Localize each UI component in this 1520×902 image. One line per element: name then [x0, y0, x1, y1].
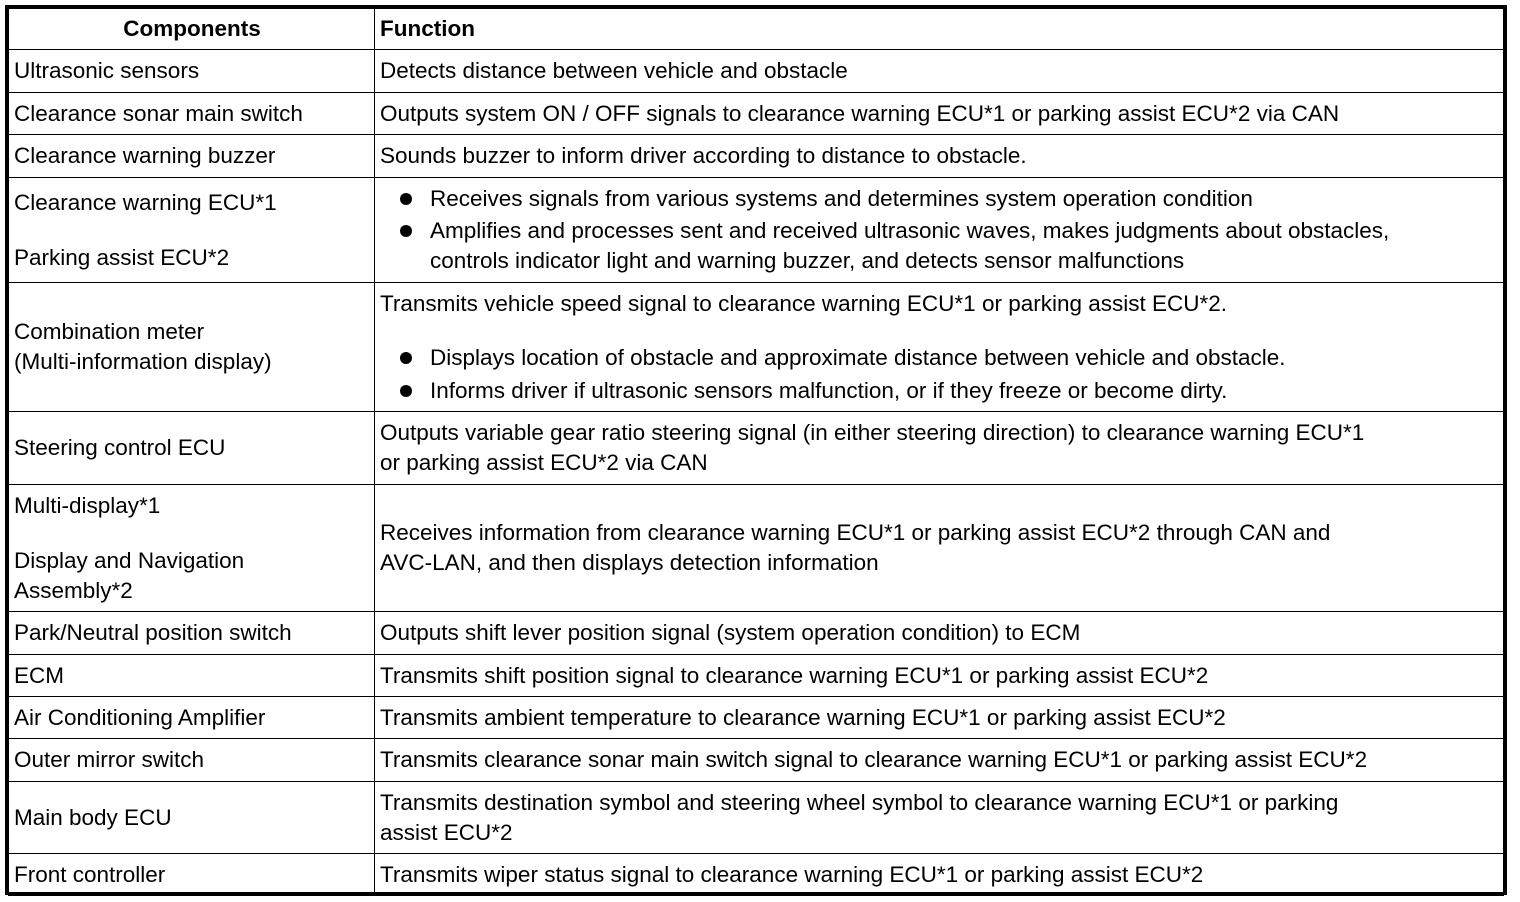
function-cell: [375, 93, 1504, 135]
table-header-row: [9, 9, 1504, 50]
component-cell: [9, 655, 375, 697]
component-cell: [9, 50, 375, 93]
component-cell: [9, 697, 375, 739]
function-bullet-item: [380, 376, 1499, 406]
function-text: Outputs variable gear ratio steering signal (in either steering direction) to clearance warning ECU*1: [380, 420, 1365, 445]
component-cell: [9, 135, 375, 178]
component-name: Display and Navigation: [14, 547, 245, 573]
function-cell: [375, 612, 1504, 655]
function-column-header: Function: [375, 9, 1504, 50]
table-row: [9, 697, 1504, 739]
bullet-icon: [400, 193, 412, 205]
bullet-icon: [400, 385, 412, 397]
table-row: [9, 93, 1504, 135]
function-cell: [375, 655, 1504, 697]
function-bullet-text: controls indicator light and warning buzzer, and detects sensor malfunctions: [430, 248, 1185, 273]
components-column-header: Components: [9, 9, 375, 50]
function-text: Transmits clearance sonar main switch signal to clearance warning ECU*1 or parking assist ECU*2: [380, 747, 1368, 772]
component-cell: [9, 178, 375, 283]
table-row: [9, 854, 1504, 896]
function-text: Sounds buzzer to inform driver according to distance to obstacle.: [380, 143, 1027, 168]
function-cell: [375, 782, 1504, 854]
function-bullet-text: Displays location of obstacle and approximate distance between vehicle and obstacle.: [430, 344, 1286, 370]
component-cell: [9, 283, 375, 412]
components-function-table-frame: [5, 5, 1507, 895]
table-row: [9, 178, 1504, 283]
function-cell: [375, 178, 1504, 283]
function-bullet-list: [380, 184, 1499, 276]
function-cell: [375, 485, 1504, 612]
table-row: [9, 50, 1504, 93]
component-name: Clearance warning buzzer: [14, 143, 276, 168]
function-text: Transmits destination symbol and steering wheel symbol to clearance warning ECU*1 or parking: [380, 789, 1339, 815]
component-name: Steering control ECU: [14, 435, 226, 460]
component-name: Clearance warning ECU*1: [14, 189, 277, 215]
component-name: ECM: [14, 662, 64, 688]
function-cell: [375, 283, 1504, 412]
component-cell: [9, 412, 375, 485]
component-name: Front controller: [14, 861, 166, 887]
function-bullet-item: [380, 216, 1499, 276]
function-bullet-item: [380, 343, 1499, 373]
component-name: Assembly*2: [14, 577, 133, 603]
function-cell: [375, 854, 1504, 896]
function-bullet-text: Informs driver if ultrasonic sensors malfunction, or if they freeze or become dirty.: [430, 377, 1228, 403]
component-cell: [9, 93, 375, 135]
table-row: [9, 739, 1504, 782]
function-bullet-item: [380, 184, 1499, 214]
function-text: Transmits ambient temperature to clearance warning ECU*1 or parking assist ECU*2: [380, 704, 1226, 730]
component-name: Outer mirror switch: [14, 747, 205, 772]
function-bullet-text: Receives signals from various systems and determines system operation condition: [430, 186, 1253, 211]
function-bullet-list: [380, 343, 1499, 406]
component-name: Park/Neutral position switch: [14, 620, 292, 645]
component-name: Ultrasonic sensors: [14, 58, 200, 83]
table-row: [9, 782, 1504, 854]
function-text: Transmits vehicle speed signal to clearance warning ECU*1 or parking assist ECU*2.: [380, 290, 1228, 316]
component-name: Air Conditioning Amplifier: [14, 704, 266, 730]
component-name: Multi-display*1: [14, 492, 161, 518]
function-text: Transmits wiper status signal to clearance warning ECU*1 or parking assist ECU*2: [380, 861, 1204, 887]
table-row: [9, 412, 1504, 485]
function-cell: [375, 697, 1504, 739]
function-text: Detects distance between vehicle and obstacle: [380, 58, 848, 83]
function-cell: [375, 412, 1504, 485]
component-cell: [9, 739, 375, 782]
table-row: [9, 283, 1504, 412]
bullet-icon: [400, 225, 412, 237]
function-text: Outputs system ON / OFF signals to clearance warning ECU*1 or parking assist ECU*2 via CAN: [380, 100, 1340, 126]
components-function-table: [8, 8, 1504, 896]
function-text: assist ECU*2: [380, 819, 513, 845]
function-text: Transmits shift position signal to clearance warning ECU*1 or parking assist ECU*2: [380, 662, 1209, 688]
function-bullet-text: Amplifies and processes sent and received ultrasonic waves, makes judgments about obstacles,: [430, 218, 1390, 243]
function-cell: [375, 50, 1504, 93]
component-name: Clearance sonar main switch: [14, 100, 303, 126]
function-text: Receives information from clearance warning ECU*1 or parking assist ECU*2 through CAN and: [380, 520, 1331, 545]
table-row: [9, 612, 1504, 655]
component-name: Main body ECU: [14, 804, 172, 830]
component-cell: [9, 612, 375, 655]
component-name: Combination meter: [14, 319, 205, 344]
table-row: [9, 485, 1504, 612]
component-cell: [9, 854, 375, 896]
component-name: (Multi-information display): [14, 349, 272, 374]
table-row: [9, 135, 1504, 178]
function-cell: [375, 739, 1504, 782]
component-name: Parking assist ECU*2: [14, 244, 230, 270]
function-text: AVC-LAN, and then displays detection information: [380, 550, 879, 575]
component-cell: [9, 782, 375, 854]
component-cell: [9, 485, 375, 612]
function-text: Outputs shift lever position signal (system operation condition) to ECM: [380, 620, 1081, 645]
bullet-icon: [400, 352, 412, 364]
table-row: [9, 655, 1504, 697]
function-text: or parking assist ECU*2 via CAN: [380, 450, 708, 475]
function-cell: [375, 135, 1504, 178]
